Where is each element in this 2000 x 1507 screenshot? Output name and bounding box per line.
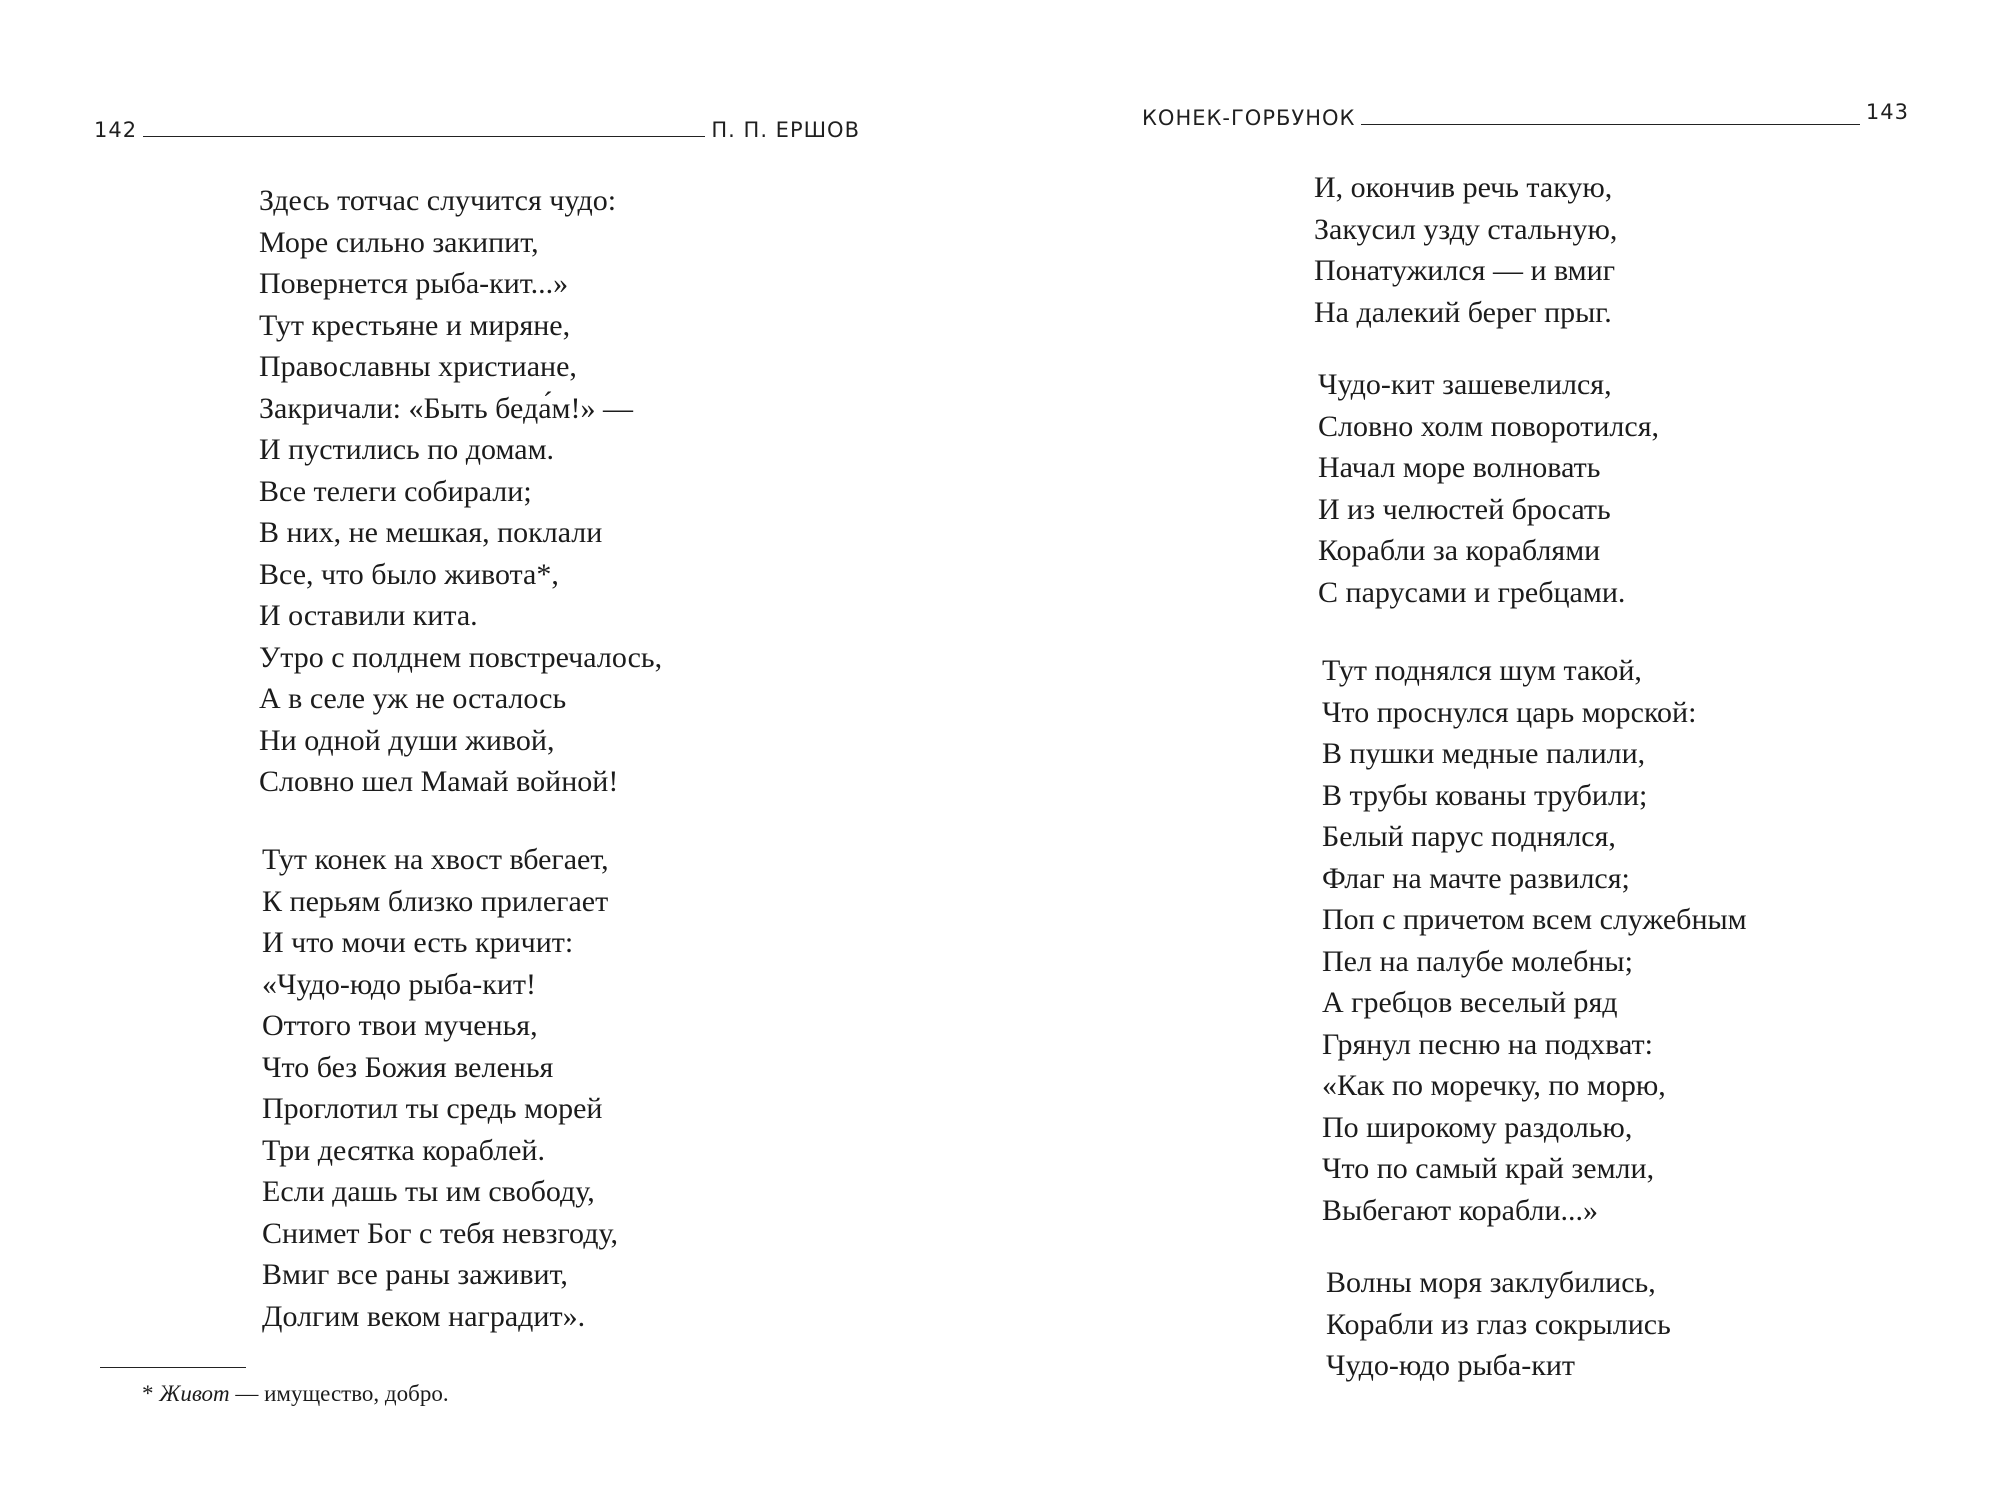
verse-line: Словно шел Мамай войной! — [259, 765, 619, 798]
verse-line: Все телеги собирали; — [259, 474, 532, 508]
verse-line: Все, что было живота*, — [259, 557, 559, 591]
verse-line: И оставили кита. — [259, 599, 478, 632]
footnote — [142, 1381, 449, 1407]
verse-line: Закричали: «Быть беда́м!» — — [259, 391, 634, 425]
footnote-definition: — имущество, добро. — [229, 1381, 449, 1406]
left-stanza-2 — [262, 839, 618, 1337]
left-running-head — [94, 118, 860, 142]
verse-line: Флаг на мачте развился; — [1322, 861, 1630, 895]
verse-line: Долгим веком наградит». — [262, 1299, 586, 1333]
right-stanza-2 — [1318, 364, 1659, 613]
verse-line: Вмиг все раны заживит, — [262, 1258, 568, 1291]
verse-line: Чудо-юдо рыба-кит — [1326, 1349, 1575, 1382]
verse-line: Повернется рыба-кит...» — [259, 267, 569, 300]
verse-line: Поп с причетом всем служебным — [1322, 903, 1747, 936]
verse-line: Оттого твои мученья, — [262, 1009, 538, 1042]
verse-line: «Чудо-юдо рыба-кит! — [262, 967, 536, 1001]
verse-line: Чудо-кит зашевелился, — [1318, 368, 1612, 401]
verse-line: Тут поднялся шум такой, — [1322, 654, 1642, 687]
verse-line: Словно холм поворотился, — [1318, 409, 1659, 443]
verse-line: Море сильно закипит, — [259, 225, 539, 259]
verse-line: Здесь тотчас случится чудо: — [259, 184, 617, 217]
verse-line: Белый парус поднялся, — [1322, 820, 1616, 853]
verse-line: В них, не мешкая, поклали — [259, 516, 603, 549]
verse-line: И, окончив речь такую, — [1314, 171, 1613, 204]
verse-line: «Как по моречку, по морю, — [1322, 1069, 1666, 1102]
verse-line: Утро с полднем повстречалось, — [259, 640, 663, 674]
footnote-term: Живот — [159, 1381, 230, 1406]
right-header-rule — [1361, 124, 1859, 125]
left-running-title: П. П. ЕРШОВ — [711, 118, 860, 142]
verse-line: А гребцов веселый ряд — [1322, 986, 1618, 1019]
footnote-marker: * — [142, 1381, 160, 1406]
verse-line: Ни одной души живой, — [259, 723, 555, 757]
verse-line: Понатужился — и вмиг — [1314, 254, 1615, 287]
verse-line: Корабли из глаз сокрылись — [1326, 1307, 1671, 1341]
verse-line: В пушки медные палили, — [1322, 737, 1646, 770]
verse-line: К перьям близко прилегает — [262, 884, 609, 918]
left-stanza-1 — [259, 180, 662, 803]
verse-line: Тут конек на хвост вбегает, — [262, 843, 609, 876]
verse-line: Закусил узду стальную, — [1314, 212, 1618, 246]
verse-line: По широкому раздолью, — [1322, 1110, 1633, 1144]
footnote-rule — [100, 1367, 246, 1368]
right-page-number: 143 — [1865, 100, 1909, 124]
left-page-number: 142 — [94, 118, 138, 142]
verse-line: Проглотил ты средь морей — [262, 1092, 603, 1125]
verse-line: Православны христиане, — [259, 350, 577, 383]
verse-line: С парусами и гребцами. — [1318, 575, 1626, 609]
verse-line: Три десятка кораблей. — [262, 1133, 545, 1167]
right-stanza-3 — [1322, 650, 1747, 1231]
right-stanza-1 — [1314, 167, 1617, 333]
verse-line: И из челюстей бросать — [1318, 492, 1611, 526]
verse-line: Выбегают корабли...» — [1322, 1193, 1599, 1227]
verse-line: И пустились по домам. — [259, 433, 555, 466]
verse-line: В трубы кованы трубили; — [1322, 778, 1648, 812]
right-running-head — [1142, 100, 1909, 130]
verse-line: Что по самый край земли, — [1322, 1152, 1655, 1185]
verse-line: Если дашь ты им свободу, — [262, 1175, 595, 1208]
verse-line: А в селе уж не осталось — [259, 682, 567, 715]
left-header-rule — [143, 136, 705, 137]
verse-line: И что мочи есть кричит: — [262, 926, 574, 959]
verse-line: Волны моря заклубились, — [1326, 1266, 1656, 1299]
right-running-title: КОНЕК-ГОРБУНОК — [1142, 106, 1356, 130]
verse-line: Что без Божия веленья — [262, 1050, 554, 1084]
right-stanza-4 — [1326, 1262, 1671, 1387]
verse-line: Корабли за кораблями — [1318, 534, 1601, 567]
right-page — [1000, 0, 2000, 1507]
verse-line: На далекий берег прыг. — [1314, 295, 1612, 329]
verse-line: Тут крестьяне и миряне, — [259, 308, 571, 342]
verse-line: Пел на палубе молебны; — [1322, 944, 1633, 978]
verse-line: Снимет Бог с тебя невзгоду, — [262, 1216, 618, 1250]
verse-line: Что проснулся царь морской: — [1322, 695, 1697, 729]
verse-line: Грянул песню на подхват: — [1322, 1027, 1653, 1061]
verse-line: Начал море волновать — [1318, 451, 1601, 484]
